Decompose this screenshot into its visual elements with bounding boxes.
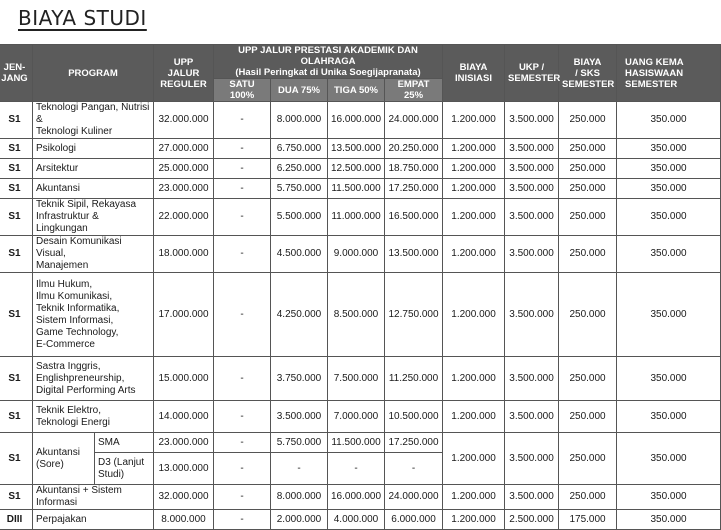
header-dua: DUA 75% — [271, 79, 328, 102]
cell-dua: 5.750.000 — [271, 433, 328, 453]
cell-program: Psikologi — [33, 139, 154, 159]
cell-upp-reguler: 32.000.000 — [154, 102, 214, 139]
header-inisiasi: BIAYA INISIASI — [443, 45, 505, 102]
cell-dua: 6.750.000 — [271, 139, 328, 159]
cell-inisiasi: 1.200.000 — [443, 357, 505, 401]
cell-upp-reguler: 14.000.000 — [154, 401, 214, 433]
cell-tiga: 16.000.000 — [328, 485, 385, 510]
cell-program: Ilmu Hukum, Ilmu Komunikasi, Teknik Informatika, Sistem Informasi, Game Technology, E-Commerce — [33, 273, 154, 357]
cell-sks: 250.000 — [559, 159, 617, 179]
cell-satu: - — [214, 102, 271, 139]
cell-program: Perpajakan — [33, 510, 154, 530]
cell-ukp: 3.500.000 — [505, 159, 559, 179]
cell-tiga: 13.500.000 — [328, 139, 385, 159]
cell-ukp: 3.500.000 — [505, 433, 559, 485]
cell-upp-reguler: 25.000.000 — [154, 159, 214, 179]
cell-kemahasiswaan: 350.000 — [617, 433, 721, 485]
cell-inisiasi: 1.200.000 — [443, 236, 505, 273]
cell-satu: - — [214, 510, 271, 530]
cell-dua: 6.250.000 — [271, 159, 328, 179]
cell-empat: 17.250.000 — [385, 433, 443, 453]
header-kemahasiswaan: UANG KEMA HASISWAAN SEMESTER — [617, 45, 721, 102]
header-satu: SATU 100% — [214, 79, 271, 102]
table-row — [0, 485, 721, 510]
cell-dua: 3.750.000 — [271, 357, 328, 401]
header-ukp: UKP / SEMESTER — [505, 45, 559, 102]
cell-tiga: 8.500.000 — [328, 273, 385, 357]
cell-ukp: 3.500.000 — [505, 102, 559, 139]
cell-ukp: 3.500.000 — [505, 357, 559, 401]
cell-empat: 18.750.000 — [385, 159, 443, 179]
header-prestasi: UPP JALUR PRESTASI AKADEMIK DAN OLAHRAGA (Hasil Peringkat di Unika Soegijapranata) — [214, 45, 443, 79]
cell-inisiasi: 1.200.000 — [443, 273, 505, 357]
table-row — [0, 236, 721, 273]
cell-satu: - — [214, 179, 271, 199]
cell-satu: - — [214, 199, 271, 236]
cell-empat: 16.500.000 — [385, 199, 443, 236]
cell-sks: 250.000 — [559, 179, 617, 199]
cell-tiga: - — [328, 453, 385, 485]
cell-jenjang: S1 — [0, 139, 33, 159]
cell-jenjang: S1 — [0, 273, 33, 357]
cell-tiga: 11.000.000 — [328, 199, 385, 236]
table-row — [0, 102, 721, 139]
table-row — [0, 159, 721, 179]
cell-dua: 4.500.000 — [271, 236, 328, 273]
cell-sks: 250.000 — [559, 102, 617, 139]
cell-dua: 2.000.000 — [271, 510, 328, 530]
cell-kemahasiswaan: 350.000 — [617, 102, 721, 139]
cell-program: Teknik Sipil, Rekayasa Infrastruktur & Lingkungan — [33, 199, 154, 236]
cell-upp-reguler: 23.000.000 — [154, 433, 214, 453]
cell-jenjang: S1 — [0, 401, 33, 433]
cell-dua: 8.000.000 — [271, 102, 328, 139]
cell-program: Teknologi Pangan, Nutrisi & Teknologi Kuliner — [33, 102, 154, 139]
cell-sks: 250.000 — [559, 199, 617, 236]
cell-program: Akuntansi + Sistem Informasi — [33, 485, 154, 510]
cell-tiga: 9.000.000 — [328, 236, 385, 273]
cell-jenjang: S1 — [0, 236, 33, 273]
cell-dua: 5.750.000 — [271, 179, 328, 199]
cell-kemahasiswaan: 350.000 — [617, 179, 721, 199]
table-row — [0, 401, 721, 433]
cell-sks: 250.000 — [559, 485, 617, 510]
cell-jenjang: S1 — [0, 199, 33, 236]
cell-empat: 13.500.000 — [385, 236, 443, 273]
cell-satu: - — [214, 485, 271, 510]
cell-program: Teknik Elektro, Teknologi Energi — [33, 401, 154, 433]
cell-inisiasi: 1.200.000 — [443, 485, 505, 510]
cell-inisiasi: 1.200.000 — [443, 102, 505, 139]
cell-kemahasiswaan: 350.000 — [617, 510, 721, 530]
cell-program: Desain Komunikasi Visual, Manajemen — [33, 236, 154, 273]
cell-program: Akuntansi (Sore) — [33, 433, 95, 485]
cell-kemahasiswaan: 350.000 — [617, 273, 721, 357]
cell-dua: 8.000.000 — [271, 485, 328, 510]
cell-inisiasi: 1.200.000 — [443, 433, 505, 485]
cell-inisiasi: 1.200.000 — [443, 179, 505, 199]
cell-ukp: 3.500.000 — [505, 236, 559, 273]
cell-jenjang: S1 — [0, 159, 33, 179]
cell-ukp: 2.500.000 — [505, 510, 559, 530]
cell-empat: 11.250.000 — [385, 357, 443, 401]
header-tiga: TIGA 50% — [328, 79, 385, 102]
cell-program: Arsitektur — [33, 159, 154, 179]
cell-satu: - — [214, 433, 271, 453]
cell-kemahasiswaan: 350.000 — [617, 401, 721, 433]
cell-inisiasi: 1.200.000 — [443, 199, 505, 236]
cell-empat: 24.000.000 — [385, 485, 443, 510]
cell-satu: - — [214, 159, 271, 179]
cell-upp-reguler: 18.000.000 — [154, 236, 214, 273]
cell-satu: - — [214, 236, 271, 273]
cell-subprogram: D3 (Lanjut Studi) — [95, 453, 154, 485]
header-upp-reguler: UPP JALUR REGULER — [154, 45, 214, 102]
cell-inisiasi: 1.200.000 — [443, 510, 505, 530]
table-row — [0, 510, 721, 530]
cell-upp-reguler: 27.000.000 — [154, 139, 214, 159]
cell-satu: - — [214, 273, 271, 357]
cell-ukp: 3.500.000 — [505, 139, 559, 159]
cell-ukp: 3.500.000 — [505, 273, 559, 357]
cell-program: Akuntansi — [33, 179, 154, 199]
cell-ukp: 3.500.000 — [505, 485, 559, 510]
cell-satu: - — [214, 357, 271, 401]
cell-dua: 5.500.000 — [271, 199, 328, 236]
cell-empat: 20.250.000 — [385, 139, 443, 159]
cell-kemahasiswaan: 350.000 — [617, 357, 721, 401]
cell-sks: 250.000 — [559, 357, 617, 401]
cell-dua: - — [271, 453, 328, 485]
tuition-fee-table — [0, 44, 721, 530]
cell-empat: 10.500.000 — [385, 401, 443, 433]
table-row — [0, 357, 721, 401]
cell-jenjang: S1 — [0, 357, 33, 401]
cell-upp-reguler: 8.000.000 — [154, 510, 214, 530]
cell-kemahasiswaan: 350.000 — [617, 139, 721, 159]
header-program: PROGRAM — [33, 45, 154, 102]
cell-upp-reguler: 23.000.000 — [154, 179, 214, 199]
table-row — [0, 433, 721, 453]
cell-upp-reguler: 32.000.000 — [154, 485, 214, 510]
cell-tiga: 7.000.000 — [328, 401, 385, 433]
cell-empat: 6.000.000 — [385, 510, 443, 530]
cell-sks: 250.000 — [559, 139, 617, 159]
header-jenjang: JEN- JANG — [0, 45, 33, 102]
table-row — [0, 199, 721, 236]
cell-tiga: 7.500.000 — [328, 357, 385, 401]
cell-sks: 250.000 — [559, 236, 617, 273]
cell-sks: 250.000 — [559, 401, 617, 433]
cell-inisiasi: 1.200.000 — [443, 159, 505, 179]
cell-satu: - — [214, 453, 271, 485]
cell-tiga: 4.000.000 — [328, 510, 385, 530]
cell-jenjang: S1 — [0, 102, 33, 139]
cell-upp-reguler: 22.000.000 — [154, 199, 214, 236]
table-row — [0, 179, 721, 199]
cell-upp-reguler: 13.000.000 — [154, 453, 214, 485]
cell-tiga: 12.500.000 — [328, 159, 385, 179]
header-empat: EMPAT 25% — [385, 79, 443, 102]
cell-sks: 175.000 — [559, 510, 617, 530]
cell-kemahasiswaan: 350.000 — [617, 485, 721, 510]
page-title: BIAYA STUDI — [18, 6, 147, 30]
cell-jenjang: DIII — [0, 510, 33, 530]
cell-tiga: 16.000.000 — [328, 102, 385, 139]
cell-empat: 12.750.000 — [385, 273, 443, 357]
cell-tiga: 11.500.000 — [328, 433, 385, 453]
cell-tiga: 11.500.000 — [328, 179, 385, 199]
cell-satu: - — [214, 139, 271, 159]
cell-inisiasi: 1.200.000 — [443, 401, 505, 433]
cell-jenjang: S1 — [0, 433, 33, 485]
cell-satu: - — [214, 401, 271, 433]
cell-empat: - — [385, 453, 443, 485]
cell-sks: 250.000 — [559, 433, 617, 485]
cell-upp-reguler: 15.000.000 — [154, 357, 214, 401]
cell-upp-reguler: 17.000.000 — [154, 273, 214, 357]
cell-dua: 4.250.000 — [271, 273, 328, 357]
cell-subprogram: SMA — [95, 433, 154, 453]
cell-empat: 24.000.000 — [385, 102, 443, 139]
header-sks: BIAYA / SKS SEMESTER — [559, 45, 617, 102]
cell-kemahasiswaan: 350.000 — [617, 159, 721, 179]
cell-program: Sastra Inggris, Englishpreneurship, Digital Performing Arts — [33, 357, 154, 401]
table-row — [0, 139, 721, 159]
cell-ukp: 3.500.000 — [505, 401, 559, 433]
cell-ukp: 3.500.000 — [505, 199, 559, 236]
cell-ukp: 3.500.000 — [505, 179, 559, 199]
cell-sks: 250.000 — [559, 273, 617, 357]
cell-kemahasiswaan: 350.000 — [617, 236, 721, 273]
cell-jenjang: S1 — [0, 179, 33, 199]
cell-empat: 17.250.000 — [385, 179, 443, 199]
cell-jenjang: S1 — [0, 485, 33, 510]
cell-kemahasiswaan: 350.000 — [617, 199, 721, 236]
cell-dua: 3.500.000 — [271, 401, 328, 433]
table-row — [0, 273, 721, 357]
cell-inisiasi: 1.200.000 — [443, 139, 505, 159]
